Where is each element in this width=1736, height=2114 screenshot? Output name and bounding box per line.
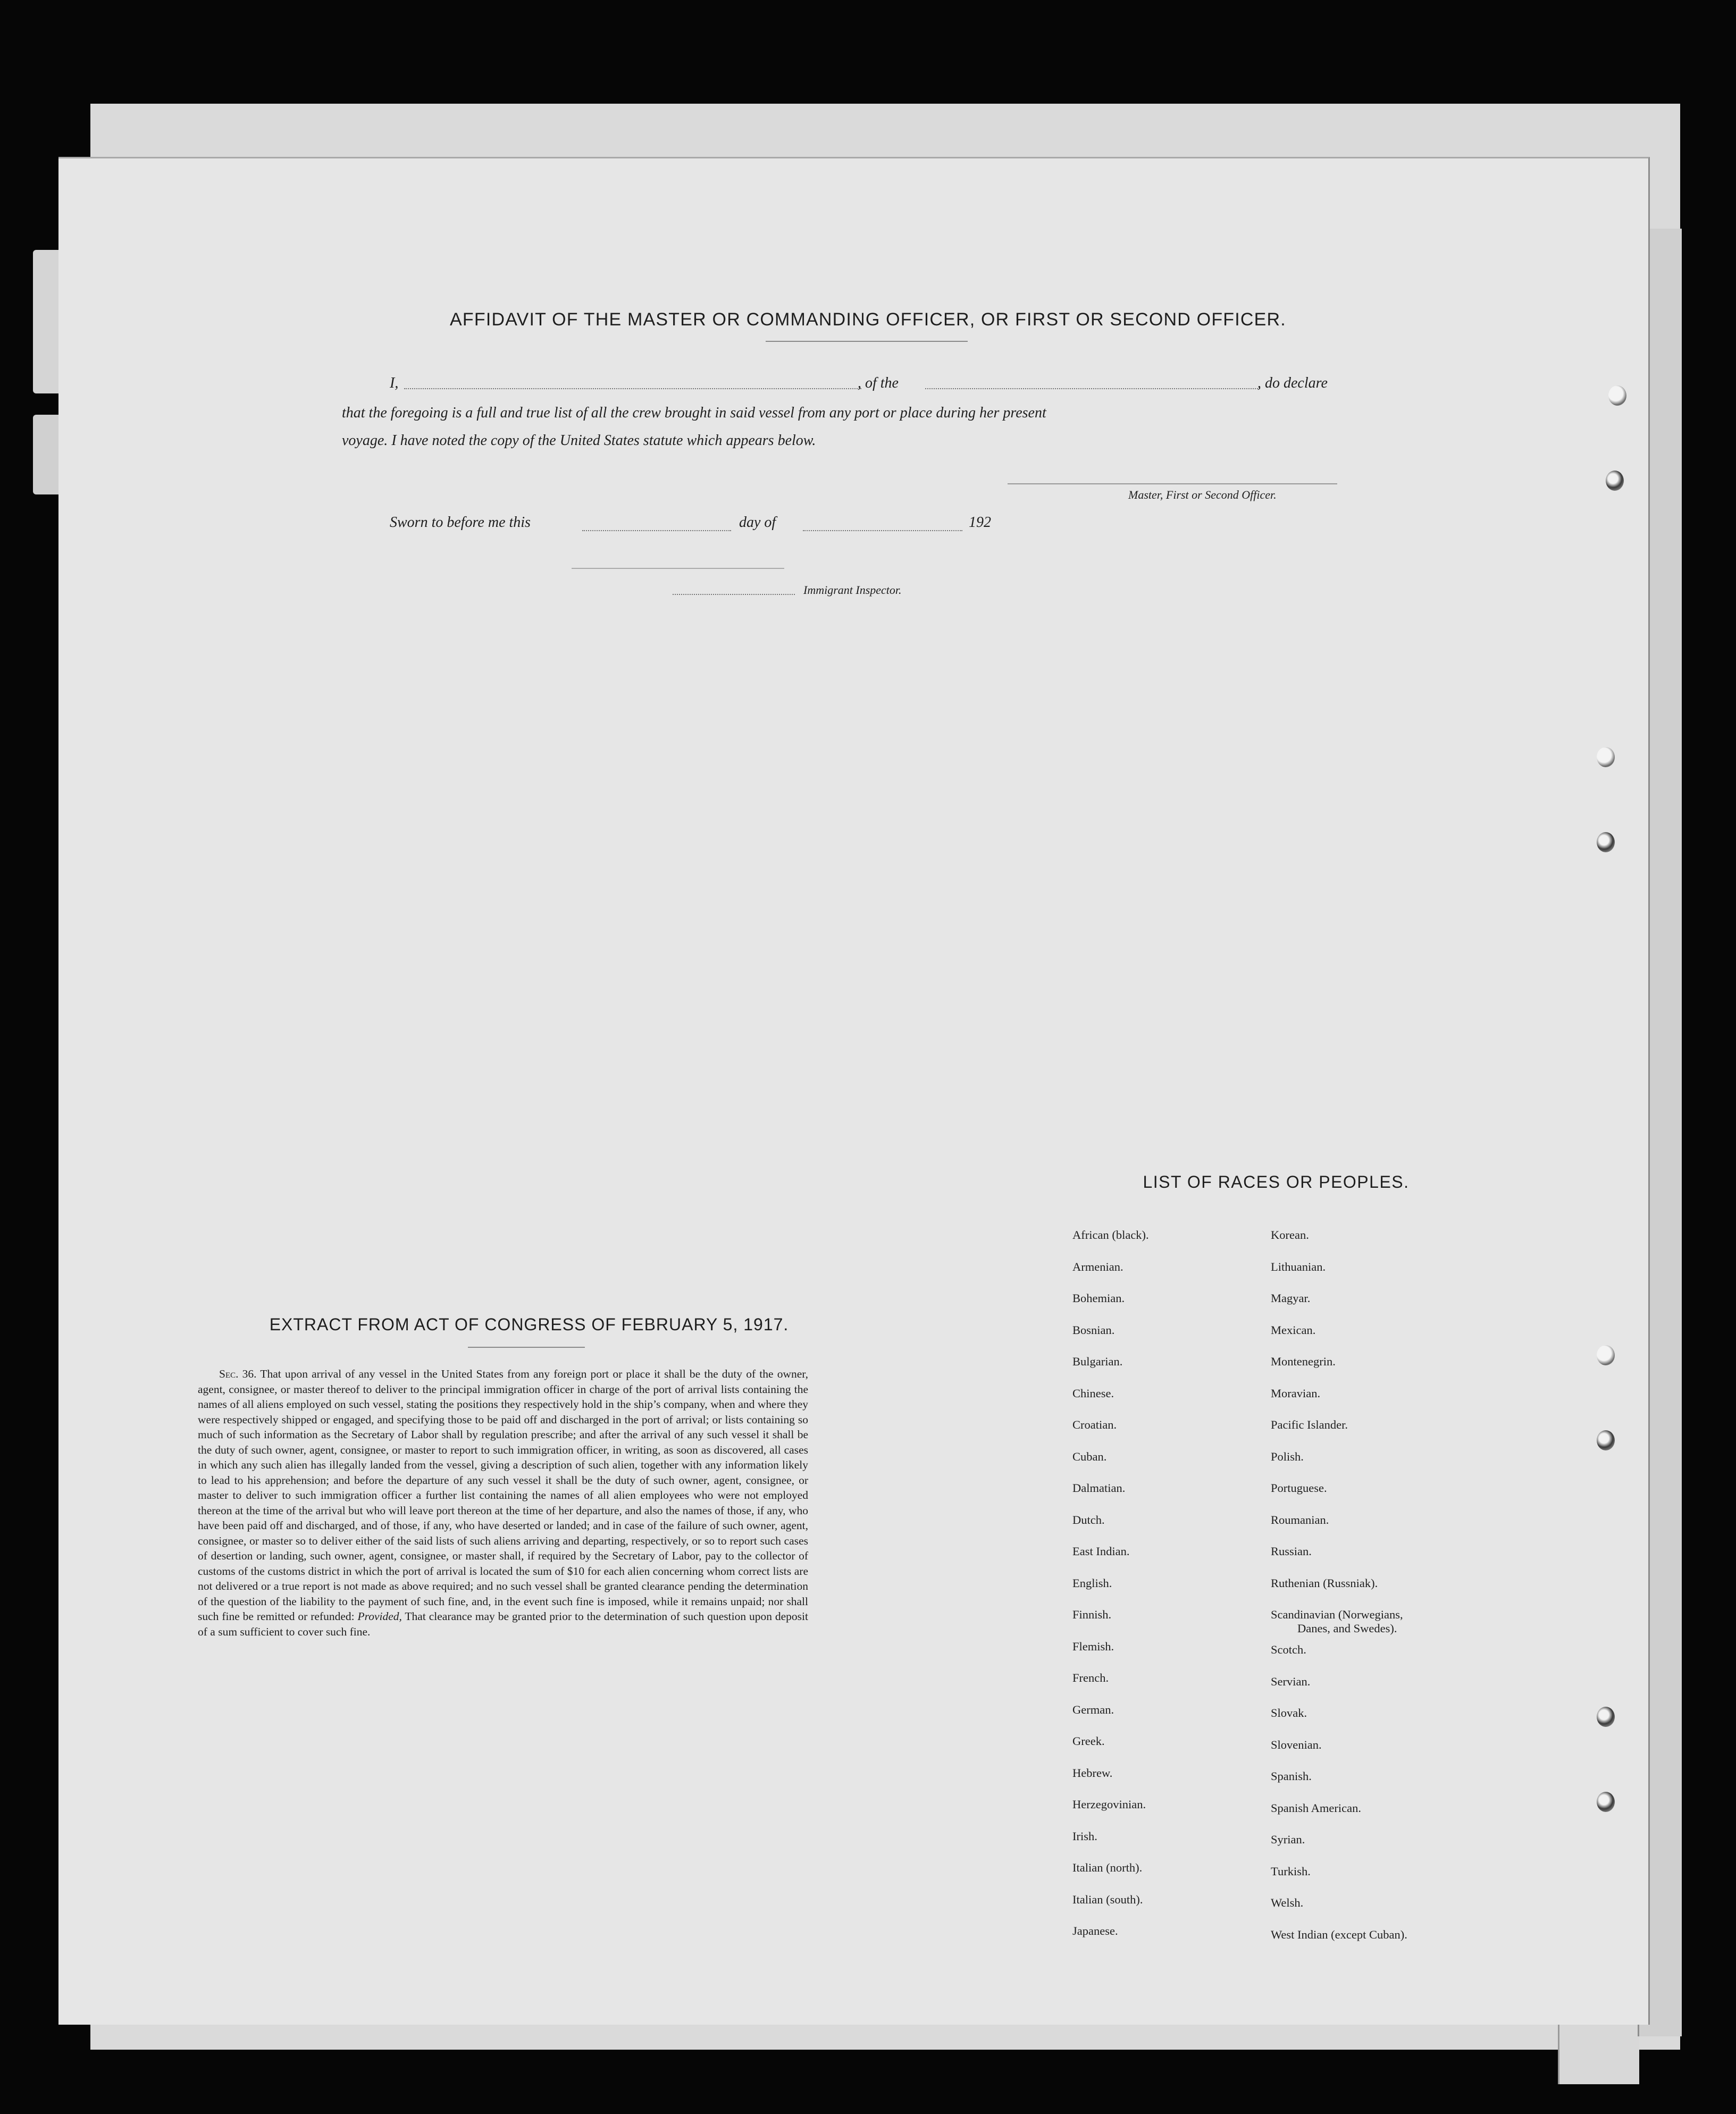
race-item: Chinese. bbox=[1072, 1386, 1114, 1400]
title-divider bbox=[766, 341, 968, 342]
race-item: Spanish. bbox=[1271, 1769, 1312, 1783]
vessel-name-field[interactable] bbox=[925, 388, 1260, 389]
punch-hole-icon bbox=[1608, 385, 1626, 406]
sworn-label: Sworn to before me this bbox=[390, 514, 531, 531]
statute-body: That upon arrival of any vessel in the United States from any foreign port or place it shall be the duty of the owner, agent, consignee, or master thereof to deliver to the principal immigration officer in charge of the port of arrival lists containing the names of all aliens employed on such vessel, stating the positions they respectively hold in the ship’s company, when and where they were respectively shipped or engaged, and specifying those to be paid off and discharged in the port of arrival; or lists containing so much of such information as the Secretary of Labor shall by regulation prescribe; and after the arrival of any such vessel it shall be the duty of such owner, agent, consignee, or master to report to such immigration officer, in writing, as soon as discovered, all cases in which any such alien has illegally landed from the vessel, giving a description of such alien, together with any information likely to lead to his apprehension; and before the departure of any such vessel it shall be the duty of such owner, agent, consignee, or master to deliver to such immigration officer a further list containing the names of all alien employees who were not employed thereon at the time of the arrival but who will leave port thereon at the time of her departure, and also the names of those, if any, who have been paid off and discharged, and of those, if any, who have deserted or landed; and in case of the failure of such owner, agent, consignee, or master so to deliver either of the said lists of such aliens arriving and departing, respectively, or so to report such cases of desertion or landing, such owner, agent, consignee, or master shall, if required by the Secretary of Labor, pay to the collector of customs of the customs district in which the port of arrival is located the sum of $10 for each alien concerning whom correct lists are not delivered or a true report is not made as above required; and no such vessel shall be granted clearance pending the determination of the question of the liability to the payment of such fine, and, in the event such fine is imposed, while it remains unpaid; nor shall such fine be remitted or refunded: bbox=[198, 1368, 808, 1623]
race-item: Italian (south). bbox=[1072, 1892, 1143, 1906]
race-item: Herzegovinian. bbox=[1072, 1798, 1146, 1811]
races-left-column bbox=[1072, 1228, 1149, 1956]
race-item: Montenegrin. bbox=[1271, 1355, 1336, 1368]
race-item: Welsh. bbox=[1271, 1896, 1304, 1909]
race-item: Cuban. bbox=[1072, 1449, 1107, 1463]
affidavit-title: AFFIDAVIT OF THE MASTER OR COMMANDING OFFICER, OR FIRST OR SECOND OFFICER. bbox=[450, 309, 1286, 330]
race-item: Scotch. bbox=[1271, 1643, 1306, 1656]
sworn-day-field[interactable] bbox=[582, 530, 731, 531]
race-item: Pacific Islander. bbox=[1271, 1418, 1348, 1431]
race-item: Irish. bbox=[1072, 1829, 1097, 1843]
race-item: Japanese. bbox=[1072, 1924, 1118, 1937]
punch-hole-icon bbox=[1606, 471, 1624, 491]
race-item: English. bbox=[1072, 1576, 1112, 1590]
declaration-prefix: I, bbox=[390, 375, 399, 391]
race-item: Slovenian. bbox=[1271, 1738, 1322, 1751]
day-of-label: day of bbox=[739, 514, 776, 531]
inspector-signature-field-2[interactable] bbox=[673, 594, 795, 595]
race-item: Ruthenian (Russniak). bbox=[1271, 1576, 1378, 1590]
race-item: East Indian. bbox=[1072, 1545, 1130, 1558]
signatory-label: Master, First or Second Officer. bbox=[1128, 488, 1277, 501]
race-item: Magyar. bbox=[1271, 1291, 1311, 1305]
extract-divider bbox=[468, 1347, 585, 1348]
race-item: French. bbox=[1072, 1671, 1109, 1684]
races-right-column bbox=[1271, 1228, 1407, 1959]
races-title: LIST OF RACES OR PEOPLES. bbox=[1143, 1172, 1410, 1192]
race-item: Scandinavian (Norwegians, Danes, and Swedes). bbox=[1271, 1608, 1403, 1635]
race-item: Moravian. bbox=[1271, 1386, 1321, 1400]
race-item: West Indian (except Cuban). bbox=[1271, 1927, 1407, 1941]
punch-hole-icon bbox=[1597, 1792, 1615, 1812]
race-item: African (black). bbox=[1072, 1228, 1149, 1241]
race-item: Roumanian. bbox=[1271, 1513, 1329, 1526]
year-prefix: 192 bbox=[969, 514, 991, 531]
punch-hole-icon bbox=[1597, 1345, 1615, 1365]
sworn-month-field[interactable] bbox=[803, 530, 962, 531]
race-item: Bulgarian. bbox=[1072, 1355, 1123, 1368]
form-page bbox=[58, 157, 1650, 2025]
statute-text bbox=[198, 1366, 808, 1639]
race-item: Mexican. bbox=[1271, 1323, 1316, 1337]
race-item: Croatian. bbox=[1072, 1418, 1117, 1431]
declaration-of-the: , of the bbox=[858, 375, 899, 391]
punch-hole-icon bbox=[1597, 1707, 1615, 1727]
provided-word: Provided, bbox=[357, 1610, 402, 1623]
race-item: Flemish. bbox=[1072, 1639, 1114, 1653]
race-item: Bosnian. bbox=[1072, 1323, 1115, 1337]
affidavit-statement-line-1: that the foregoing is a full and true list of all the crew brought in said vessel from any port or place during her present bbox=[342, 405, 1046, 421]
punch-hole-icon bbox=[1597, 1430, 1615, 1450]
race-item: Hebrew. bbox=[1072, 1766, 1113, 1780]
race-item: Syrian. bbox=[1271, 1833, 1305, 1846]
race-item: German. bbox=[1072, 1702, 1114, 1716]
race-item: Polish. bbox=[1271, 1449, 1304, 1463]
race-item: Dutch. bbox=[1072, 1513, 1105, 1526]
race-item: Dalmatian. bbox=[1072, 1481, 1126, 1495]
race-item: Portuguese. bbox=[1271, 1481, 1327, 1495]
declarant-name-field[interactable] bbox=[404, 388, 861, 389]
race-item: Servian. bbox=[1271, 1674, 1311, 1688]
section-label: Sec. 36. bbox=[219, 1368, 257, 1380]
extract-title: EXTRACT FROM ACT OF CONGRESS OF FEBRUARY 5, 1917. bbox=[269, 1315, 789, 1334]
race-item: Turkish. bbox=[1271, 1864, 1311, 1878]
race-item: Armenian. bbox=[1072, 1260, 1123, 1273]
race-item: Greek. bbox=[1072, 1734, 1105, 1748]
statute-proviso: That clearance may be granted prior to the determination of such question upon deposit of a sum sufficient to cover such fine. bbox=[198, 1610, 808, 1638]
affidavit-statement-line-2: voyage. I have noted the copy of the United States statute which appears below. bbox=[342, 432, 816, 449]
declaration-suffix: , do declare bbox=[1257, 375, 1328, 391]
punch-hole-icon bbox=[1597, 747, 1615, 767]
race-item: Finnish. bbox=[1072, 1608, 1112, 1621]
race-item: Spanish American. bbox=[1271, 1801, 1361, 1815]
race-item: Bohemian. bbox=[1072, 1291, 1125, 1305]
officer-signature-field[interactable] bbox=[1008, 483, 1337, 484]
punch-hole-icon bbox=[1597, 832, 1615, 852]
inspector-label: Immigrant Inspector. bbox=[803, 583, 902, 597]
race-item: Italian (north). bbox=[1072, 1861, 1143, 1874]
race-item: Slovak. bbox=[1271, 1706, 1307, 1719]
race-item: Korean. bbox=[1271, 1228, 1309, 1241]
inspector-signature-field[interactable] bbox=[572, 568, 784, 569]
race-item: Russian. bbox=[1271, 1545, 1312, 1558]
race-item: Lithuanian. bbox=[1271, 1260, 1326, 1273]
